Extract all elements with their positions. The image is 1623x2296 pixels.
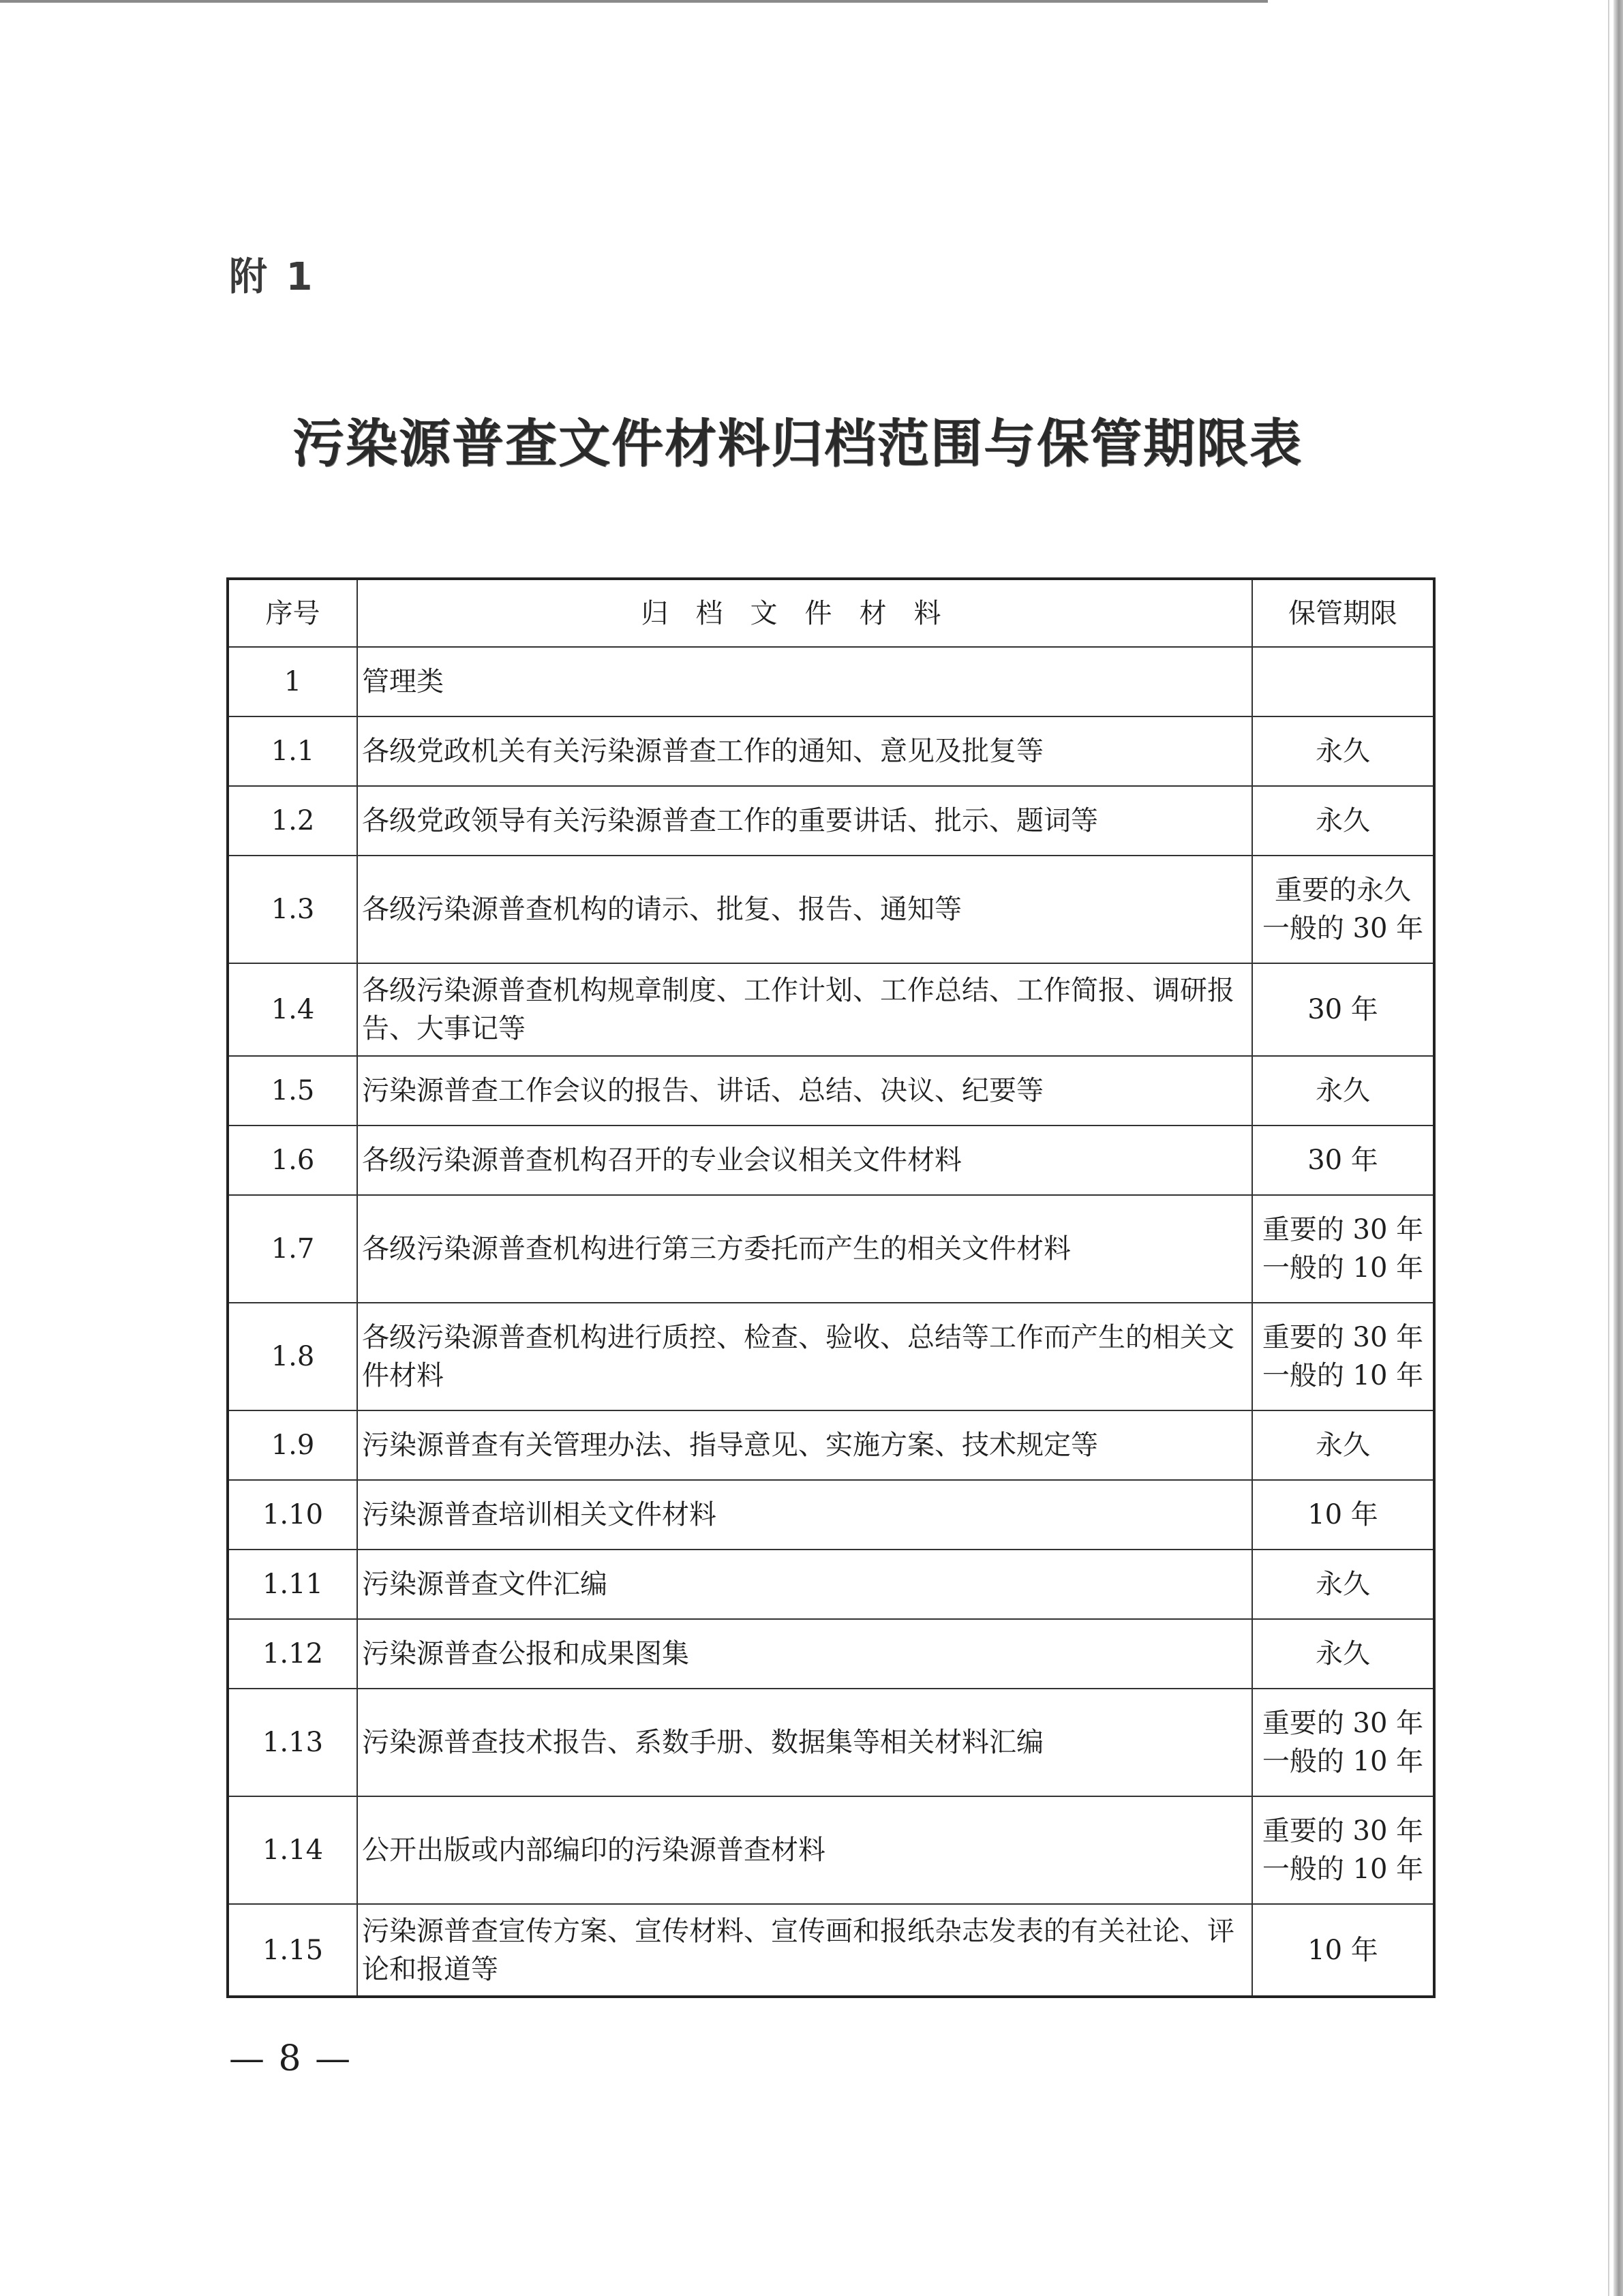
- header-retention: 保管期限: [1252, 579, 1434, 647]
- row-material: 污染源普查技术报告、系数手册、数据集等相关材料汇编: [357, 1689, 1252, 1796]
- row-retention: [1252, 647, 1434, 716]
- row-material: 污染源普查公报和成果图集: [357, 1619, 1252, 1689]
- retention-line: 重要的 30 年: [1262, 1708, 1424, 1739]
- row-retention: [1252, 1796, 1434, 1904]
- row-number: 1.12: [228, 1619, 357, 1689]
- table-row: [228, 716, 1434, 786]
- row-material: 污染源普查文件汇编: [357, 1550, 1252, 1619]
- retention-line: 永久: [1316, 805, 1370, 836]
- page-number: — 8 —: [229, 2038, 352, 2079]
- table-row: [228, 1195, 1434, 1303]
- row-number: 1.5: [228, 1056, 357, 1126]
- retention-line: 重要的 30 年: [1262, 1214, 1424, 1245]
- row-material: 管理类: [357, 647, 1252, 716]
- retention-line: 10 年: [1307, 1934, 1378, 1966]
- retention-line: 30 年: [1307, 1145, 1378, 1176]
- row-retention: [1252, 1195, 1434, 1303]
- row-retention: [1252, 1550, 1434, 1619]
- row-number: 1.2: [228, 786, 357, 856]
- retention-line: 30 年: [1307, 994, 1378, 1025]
- header-number: 序号: [228, 579, 357, 647]
- table-row: [228, 1410, 1434, 1480]
- row-retention: [1252, 963, 1434, 1056]
- row-material: 各级污染源普查机构召开的专业会议相关文件材料: [357, 1126, 1252, 1195]
- row-number: 1.14: [228, 1796, 357, 1904]
- table-row: [228, 1056, 1434, 1126]
- scan-edge-right: [1613, 0, 1623, 2296]
- table-header-row: [228, 579, 1434, 647]
- table-row: [228, 786, 1434, 856]
- table-row: [228, 963, 1434, 1056]
- row-retention: [1252, 1303, 1434, 1410]
- row-material: 污染源普查宣传方案、宣传材料、宣传画和报纸杂志发表的有关社论、评论和报道等: [357, 1904, 1252, 1997]
- row-number: 1.15: [228, 1904, 357, 1997]
- header-material: 归档文件材料: [357, 579, 1252, 647]
- row-number: 1.4: [228, 963, 357, 1056]
- table-row: [228, 1480, 1434, 1550]
- row-retention: [1252, 1480, 1434, 1550]
- table-row: [228, 1796, 1434, 1904]
- table-row: [228, 1904, 1434, 1997]
- row-material: 污染源普查有关管理办法、指导意见、实施方案、技术规定等: [357, 1410, 1252, 1480]
- row-material: 各级污染源普查机构进行质控、检查、验收、总结等工作而产生的相关文件材料: [357, 1303, 1252, 1410]
- row-number: 1: [228, 647, 357, 716]
- row-material: 污染源普查工作会议的报告、讲话、总结、决议、纪要等: [357, 1056, 1252, 1126]
- row-retention: [1252, 716, 1434, 786]
- row-material: 各级党政机关有关污染源普查工作的通知、意见及批复等: [357, 716, 1252, 786]
- retention-table: [226, 577, 1436, 1998]
- retention-line: 一般的 30 年: [1262, 913, 1424, 944]
- row-material: 各级党政领导有关污染源普查工作的重要讲话、批示、题词等: [357, 786, 1252, 856]
- row-number: 1.7: [228, 1195, 357, 1303]
- retention-line: 重要的 30 年: [1262, 1322, 1424, 1353]
- row-retention: [1252, 1619, 1434, 1689]
- retention-line: 永久: [1316, 736, 1370, 767]
- table-row: [228, 1619, 1434, 1689]
- retention-line: 永久: [1316, 1430, 1370, 1461]
- retention-line: 永久: [1316, 1638, 1370, 1670]
- table-row: [228, 1550, 1434, 1619]
- retention-line: 10 年: [1307, 1499, 1378, 1530]
- row-number: 1.13: [228, 1689, 357, 1796]
- row-number: 1.3: [228, 856, 357, 963]
- row-retention: [1252, 1410, 1434, 1480]
- row-retention: [1252, 1056, 1434, 1126]
- row-number: 1.8: [228, 1303, 357, 1410]
- retention-line: 永久: [1316, 1569, 1370, 1600]
- row-retention: [1252, 1126, 1434, 1195]
- row-number: 1.6: [228, 1126, 357, 1195]
- scan-edge-line: [1608, 0, 1609, 2296]
- retention-line: 重要的 30 年: [1262, 1815, 1424, 1847]
- retention-line: 永久: [1316, 1075, 1370, 1106]
- appendix-label: 附 1: [229, 255, 316, 299]
- row-material: 公开出版或内部编印的污染源普查材料: [357, 1796, 1252, 1904]
- scan-edge-top: [0, 0, 1268, 3]
- row-material: 各级污染源普查机构的请示、批复、报告、通知等: [357, 856, 1252, 963]
- row-retention: [1252, 1904, 1434, 1997]
- row-retention: [1252, 856, 1434, 963]
- row-number: 1.10: [228, 1480, 357, 1550]
- row-number: 1.9: [228, 1410, 357, 1480]
- table-row: [228, 1303, 1434, 1410]
- table-row: [228, 647, 1434, 716]
- retention-line: 重要的永久: [1275, 875, 1411, 906]
- retention-line: 一般的 10 年: [1262, 1854, 1424, 1885]
- row-retention: [1252, 786, 1434, 856]
- table-row: [228, 856, 1434, 963]
- row-number: 1.11: [228, 1550, 357, 1619]
- row-number: 1.1: [228, 716, 357, 786]
- retention-line: 一般的 10 年: [1262, 1360, 1424, 1391]
- row-material: 污染源普查培训相关文件材料: [357, 1480, 1252, 1550]
- table-row: [228, 1689, 1434, 1796]
- table-row: [228, 1126, 1434, 1195]
- page-title: 污染源普查文件材料归档范围与保管期限表: [292, 413, 1303, 474]
- row-material: 各级污染源普查机构规章制度、工作计划、工作总结、工作简报、调研报告、大事记等: [357, 963, 1252, 1056]
- row-retention: [1252, 1689, 1434, 1796]
- retention-line: 一般的 10 年: [1262, 1252, 1424, 1284]
- row-material: 各级污染源普查机构进行第三方委托而产生的相关文件材料: [357, 1195, 1252, 1303]
- retention-line: 一般的 10 年: [1262, 1746, 1424, 1777]
